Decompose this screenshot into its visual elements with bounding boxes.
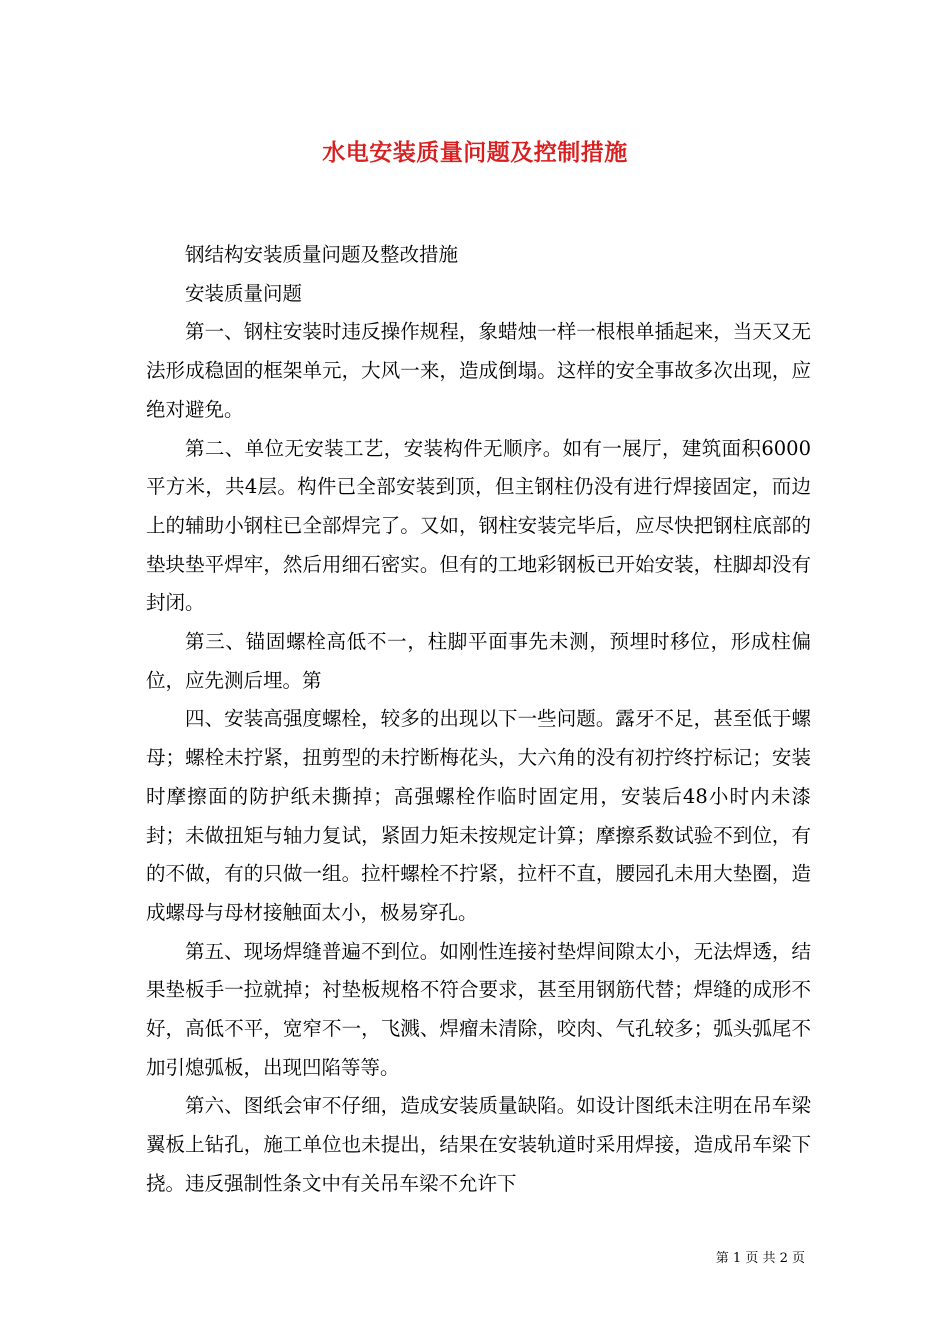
paragraph: 第六、图纸会审不仔细，造成安装质量缺陷。如设计图纸未注明在吊车梁翼板上钻孔，施工单位也未提出，结果在安装轨道时采用焊接，造成吊车梁下挠。违反强制性条文中有关吊车梁不允许下 — [146, 1094, 811, 1195]
paragraph: 四、安装高强度螺栓，较多的出现以下一些问题。露牙不足，甚至低于螺母；螺栓未拧紧，扭剪型的未拧断梅花头，大六角的没有初拧终拧标记；安装时摩擦面的防护纸未撕掉；高强螺栓作临时固定用，安装后48小时内未漆封；未做扭矩与轴力复试，紧固力矩未按规定计算；摩擦系数试验不到位，有的不做，有的只做一组。拉杆螺栓不拧紧，拉杆不直，腰园孔未用大垫圈，造成螺母与母材接触面太小，极易穿孔。 — [146, 707, 811, 924]
paragraph: 第三、锚固螺栓高低不一，柱脚平面事先未测，预埋时移位，形成柱偏位，应先测后埋。第 — [146, 630, 811, 692]
document-title: 水电安装质量问题及控制措施 — [322, 139, 628, 166]
paragraph: 钢结构安装质量问题及整改措施 — [185, 243, 459, 266]
paragraph: 第一、钢柱安装时违反操作规程，象蜡烛一样一根根单插起来，当天又无法形成稳固的框架单元，大风一来，造成倒塌。这样的安全事故多次出现，应绝对避免。 — [146, 320, 811, 421]
page-number-footer: 第 1 页 共 2 页 — [715, 1251, 805, 1266]
paragraph: 第二、单位无安装工艺，安装构件无顺序。如有一展厅，建筑面积6000平方米，共4层。构件已全部安装到顶，但主钢柱仍没有进行焊接固定，而边上的辅助小钢柱已全部焊完了。又如，钢柱安装完毕后，应尽快把钢柱底部的垫块垫平焊牢，然后用细石密实。但有的工地彩钢板已开始安装，柱脚却没有封闭。 — [146, 436, 811, 615]
document-body — [146, 236, 811, 1204]
paragraph: 安装质量问题 — [185, 281, 303, 305]
paragraph: 第五、现场焊缝普遍不到位。如刚性连接衬垫焊间隙太小，无法焊透，结果垫板手一拉就掉；衬垫板规格不符合要求，甚至用钢筋代替；焊缝的成形不好，高低不平，宽窄不一，飞溅、焊瘤未清除，咬肉、气孔较多；弧头弧尾不加引熄弧板，出现凹陷等等。 — [146, 939, 811, 1079]
